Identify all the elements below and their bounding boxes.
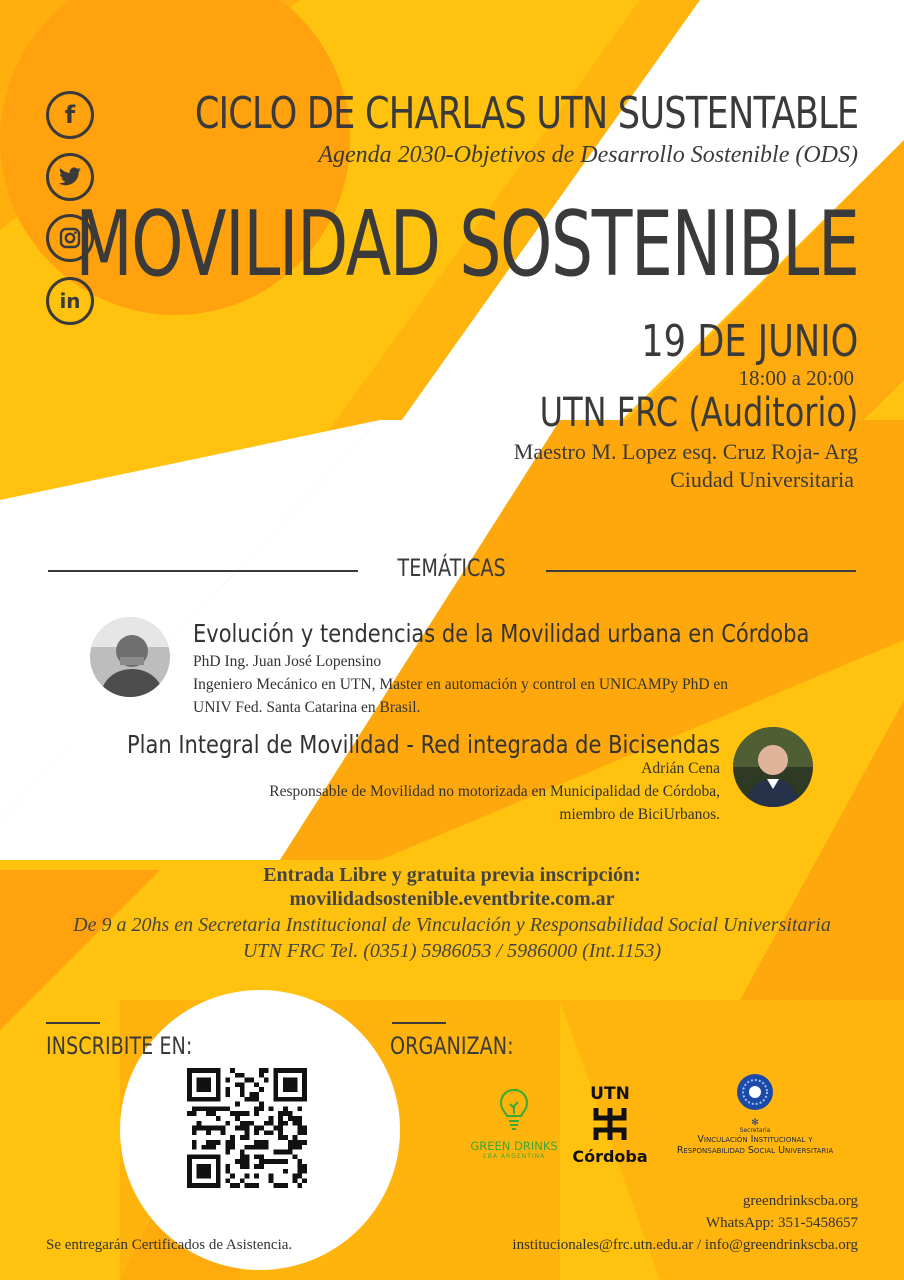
- talk-2-speaker: Adrián Cena: [641, 760, 720, 777]
- registration-url[interactable]: movilidadsostenible.eventbrite.com.ar: [289, 888, 615, 910]
- organizers-label: ORGANIZAN:: [390, 1032, 514, 1060]
- greendrinks-name: GREEN DRINKS: [470, 1139, 558, 1153]
- secretaria-emblem-icon: [735, 1072, 775, 1112]
- secretaria-small: Secretaria: [739, 1127, 771, 1134]
- event-venue: UTN FRC (Auditorio): [539, 390, 858, 436]
- talk-2-bio-line-2: miembro de BiciUrbanos.: [559, 806, 720, 823]
- talk-1-bio-line-1: Ingeniero Mecánico en UTN, Master en automación y control en UNICAMPy PhD en: [193, 676, 729, 693]
- registration-line-1: Entrada Libre y gratuita previa inscripción:: [263, 864, 641, 886]
- event-address: [514, 438, 858, 494]
- certificates-note: Se entregarán Certificados de Asistencia.: [46, 1237, 293, 1253]
- registration-line-3: De 9 a 20hs en Secretaria Institucional de Vinculación y Responsabilidad Social Universitaria: [73, 914, 831, 936]
- talk-1-details: [193, 650, 833, 719]
- secretaria-line-2: Responsabilidad Social Universitaria: [676, 1145, 834, 1156]
- facebook-icon[interactable]: f: [46, 91, 94, 139]
- registration-line-4: UTN FRC Tel. (0351) 5986053 / 5986000 (Int.1153): [242, 940, 662, 962]
- footer-emails[interactable]: institucionales@frc.utn.edu.ar / info@greendrinkscba.org: [512, 1237, 858, 1253]
- signup-bar: [46, 1022, 100, 1024]
- lightbulb-icon: [498, 1088, 530, 1132]
- talk-2-title: Plan Integral de Movilidad - Red integrada de Bicisendas: [126, 730, 720, 759]
- qr-code[interactable]: [187, 1068, 307, 1188]
- secretaria-line-1: Vinculación Institucional y: [697, 1134, 813, 1145]
- talk-2-details: [160, 757, 720, 826]
- subtitle: Agenda 2030-Objetivos de Desarrollo Sostenible (ODS): [318, 142, 858, 168]
- talk-1-title: Evolución y tendencias de la Movilidad urbana en Córdoba: [193, 619, 810, 648]
- organizers-bar: [392, 1022, 446, 1024]
- topics-heading: TEMÁTICAS: [397, 554, 507, 582]
- event-time: 18:00 a 20:00: [738, 366, 854, 390]
- page-title: MOVILIDAD SOSTENIBLE: [74, 192, 858, 297]
- utn-logo: [568, 1084, 652, 1166]
- greendrinks-logo: [458, 1088, 570, 1160]
- linkedin-icon[interactable]: in: [46, 277, 94, 325]
- talk-1-speaker: PhD Ing. Juan José Lopensino: [193, 653, 382, 670]
- signup-label: INSCRIBITE EN:: [46, 1032, 193, 1060]
- address-line-1: Maestro M. Lopez esq. Cruz Roja- Arg: [513, 439, 858, 464]
- secretaria-logo: [652, 1072, 858, 1156]
- event-date: 19 DE JUNIO: [640, 316, 858, 367]
- utn-logo-top: UTN: [590, 1084, 630, 1104]
- footer-whatsapp: WhatsApp: 351-5458657: [705, 1215, 858, 1231]
- speaker-avatar-1: [90, 617, 170, 697]
- speaker-avatar-2: [733, 727, 813, 807]
- series-title: CICLO DE CHARLAS UTN SUSTENTABLE: [194, 88, 858, 139]
- utn-logo-bottom: Córdoba: [572, 1147, 648, 1166]
- greendrinks-sub: CBA ARGENTINA: [482, 1153, 546, 1160]
- talk-2-bio-line-1: Responsable de Movilidad no motorizada en Municipalidad de Córdoba,: [269, 783, 720, 800]
- footer-website[interactable]: greendrinkscba.org: [742, 1193, 858, 1209]
- secretaria-mark: ✻: [751, 1117, 759, 1127]
- utn-emblem-icon: [590, 1104, 630, 1144]
- address-line-2: Ciudad Universitaria: [670, 467, 854, 492]
- talk-1-bio-line-2: UNIV Fed. Santa Catarina en Brasil.: [193, 699, 421, 716]
